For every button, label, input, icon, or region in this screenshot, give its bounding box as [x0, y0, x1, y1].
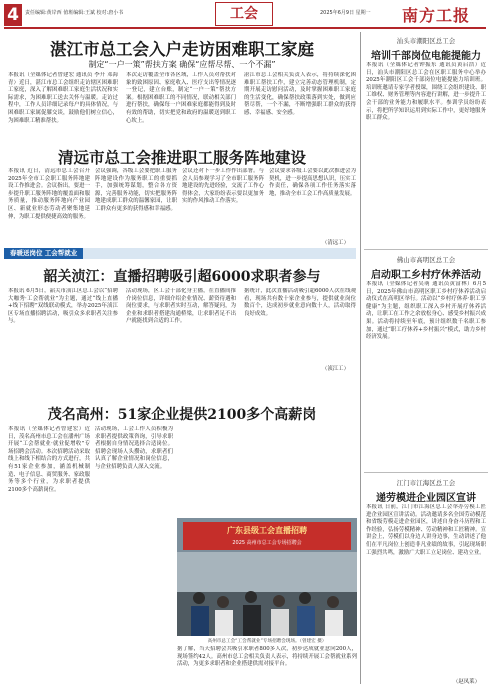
jiangmen-headline: 递劳模进企业园区宣讲	[376, 493, 476, 504]
story4-body-col2: 活动现场，工会工作人员积极为求职者提供政策咨询，引导求职者根据自身情况选择合适岗位。招聘会现场人头攒动，求职者们认真了解企业情况和岗位信息，与企业招聘负责人深入交流。	[95, 426, 173, 470]
lead-body-col1: 本报讯（全媒体记者曾建宏 通讯员 李升 邓海青）近日，湛江市总工会组织走访辖区困难职工家庭，深入了解困难职工家庭生活状况和实际需求，为困难职工送去关怀与温暖。走访过程中，工作人员详细记录每户的具体情况，与困难职工家属促膝交谈，鼓励他们树立信心，为困难职工精准帮扶。	[8, 72, 118, 124]
story2-signature: （清远工）	[322, 240, 349, 246]
event-photo	[177, 518, 357, 636]
story4-body-col1: 本报讯（全媒体记者曾建宏）近日，茂名高州市总工会在潘州广场开展“工会帮就业·就业促增收”专场招聘会活动。本次招聘活动采取线上和线下相结合的方式进行，共有51家企业参加，涵盖机械制造、电子信息、商贸服务、家政服务等多个行业，为求职者提供2100多个高薪岗位。	[8, 426, 90, 493]
page-number: 4	[4, 4, 22, 26]
story2-body-col1: 本报讯 近日，清远市总工会召开2025年全市工会职工服务阵地建设工作推进会。会议指出，要进一步提升职工服务阵地的覆盖面和服务质量，推动服务阵地向产业园区、新就业形态劳动者聚集地延伸，为职工提供便捷高效的服务。	[8, 168, 90, 220]
foshan-body: 本报讯（全媒体记者吴萌 通讯员黄富林）6月5日，2025年佛山市高明区职工乡村疗休养活动启动仪式在高明区举行。活动以“乡村疗休养·职工享健康”为主题，组织职工深入乡村开展疗休养活动，让职工在工作之余放松身心、感受乡村振兴成果。活动将持续至年底，预计组织数千名职工参加，通过“职工疗休养+乡村振兴”模式，助力乡村经济发展。	[366, 281, 486, 341]
story2-body-col2: 会议强调，各级工会要把职工服务阵地建设作为服务职工的重要抓手，加强统筹谋划，整合各方资源，完善服务功能，切实把服务阵地建成职工群众的温馨家园，让职工群众有更多的获得感和幸福感。	[95, 168, 177, 212]
lead-headline: 湛江市总工会入户走访困难职工家庭	[50, 40, 314, 59]
story2-body-col4: 会议要求各级工会要以此次推进会为契机，进一步提高思想认识，压实工作责任，确保各项工作任务落实落地，推动全市工会工作高质量发展。	[269, 168, 356, 197]
column-band	[4, 248, 356, 259]
story3-headline: 韶关浈江：直播招聘吸引超6000求职者参与	[43, 269, 321, 285]
column-divider	[360, 32, 361, 684]
story2-body-col3: 会议还对下一步工作作出部署。与会人员参观学习了全市职工服务阵地建设的先进经验，交流了工作心得体会，大家纷纷表示要以更加务实的作风推动工作落实。	[182, 168, 264, 205]
band-tag: 春暖送岗位 工会帮就业	[4, 248, 83, 259]
photo-banner-subtitle: 2025 高州市总工会专场招聘会	[232, 540, 302, 546]
foshan-kicker: 佛山市高明区总工会	[396, 256, 456, 264]
right-separator-1	[364, 249, 488, 250]
foshan-headline: 启动职工乡村疗休养活动	[371, 270, 481, 281]
shantou-kicker: 汕头市潮阳区总工会	[396, 37, 456, 45]
story3-body-col1: 本报讯 6月5日，韶关市浈江区总工会以“招聘大咖秀·工会帮就业”为主题，通过“线上直播+线下招聘”双线联动模式，举办2025年浈江区专场直播招聘活动，吸引众多求职者关注参与。	[8, 288, 118, 325]
story4-body-col3: 据了解，当天招聘会共吸引求职者800多人次，初步达成就业意向200人，现场签约42人。高州市总工会相关负责人表示，将持续开展工会帮就业系列活动，为更多求职者和企业搭建供需对接平台。	[177, 646, 357, 668]
jiangmen-signature: （赵凤莱）	[453, 679, 480, 685]
photo-banner-title: 广东县级工会直播招聘	[227, 526, 307, 535]
story2-headline: 清远市总工会推进职工服务阵地建设	[57, 148, 306, 167]
story3-body-col2: 活动现场，区工会干部化身主播，在直播间推介岗位信息，详细介绍企业情况、薪资待遇和岗位要求，与求职者实时互动，解答疑问，为企业和求职者搭建沟通桥梁，让求职者足不出户就能找到合适的工作。	[126, 288, 236, 325]
section-label: 工会	[215, 2, 273, 26]
jiangmen-body: 本报讯 日前，江门市江海区总工会举办劳模工匠进企业园区宣讲活动。活动邀请多名全国劳动模范和省级劳模走进企业园区，讲述自身奋斗历程和工作经验，弘扬劳模精神、劳动精神和工匠精神。宣讲会上，劳模们以身边人讲身边事，生动讲述了他们在平凡岗位上创造非凡业绩的故事，引起现场职工强烈共鸣，激励广大职工立足岗位、建功立业。	[366, 504, 486, 556]
newspaper-logo: 南方工报	[402, 6, 471, 25]
page-header	[0, 0, 490, 40]
lead-body-col3: 湛江市总工会相关负责人表示，将持续深化困难职工帮扶工作，建立完善动态管理机制，定期开展走访慰问活动，及时掌握困难职工家庭的生活变化，确保帮扶政策落到实处，做到应帮尽帮，一个不漏，不断增强职工群众的获得感、幸福感、安全感。	[244, 72, 356, 116]
shantou-headline: 培训千部岗位电能提能力	[371, 51, 481, 62]
story3-body-col3: 据统计，此次直播活动吸引超6000人次在线观看，现场共有数十家企业参与，提供就业岗位数百个，达成初步就业意向数十人，活动取得良好成效。	[244, 288, 356, 317]
right-separator-2	[364, 472, 488, 473]
shantou-body: 本报讯（全媒体记者钟振东 通讯员黄启浩）近日，汕头市潮阳区总工会在区职工服务中心举办2025年潮阳区工会千部岗位电能提能力培训班。培训班邀请专家学者授课，围绕工会组织建设、职工维权、财务管理等内容进行讲解，进一步提升工会干部的业务能力和履职水平。参训学员纷纷表示，将把所学知识运用到实际工作中，更好地服务职工群众。	[366, 62, 486, 122]
lead-subheadline: 制定“一户一策”帮扶方案 确保“应帮尽帮、一个不漏”	[88, 60, 276, 69]
photo-banner	[183, 522, 351, 550]
editor-credits: 责任编辑:黄岸西 值班编辑:王斌 校对:唐小书	[25, 10, 124, 16]
issue-date: 2025年6月9日 星期一	[320, 10, 371, 16]
jiangmen-kicker: 江门市江海区总工会	[396, 479, 456, 487]
story3-signature: （浈江工）	[322, 366, 349, 372]
story4-headline: 茂名高州：51家企业提供2100多个高薪岗	[47, 407, 317, 423]
lead-body-col2: 本次走访覆盖全市各区域，工作人员对帮扶对象的致困原因、家庭收入、医疗支出等情况逐一登记，建立台账，制定“一户一策”帮扶方案。根据困难职工的不同情况，联动相关部门进行帮扶，确保每一户困难家庭都能得到及时有效的帮助，切实把党和政府的温暖送到职工心坎上。	[126, 72, 236, 124]
header-rule	[4, 27, 486, 29]
photo-caption: 高州市总工会“工会帮就业”专场招聘会现场。（曾建宏 摄）	[207, 639, 327, 644]
